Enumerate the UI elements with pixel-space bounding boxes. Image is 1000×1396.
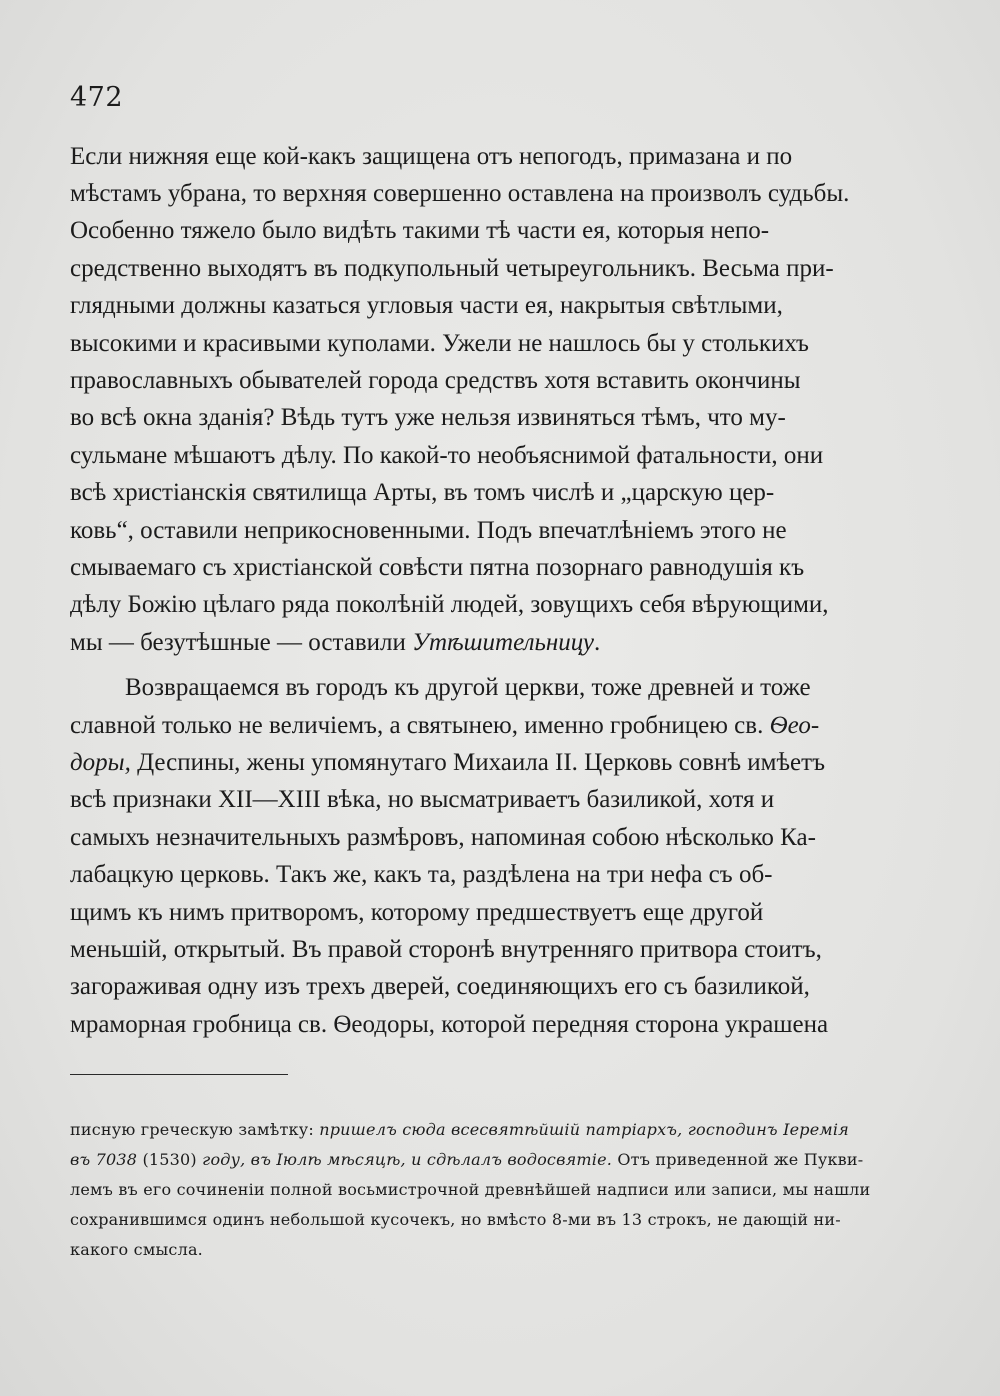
text-line: ковь“, оставили неприкосновенными. Подъ впечатлѣніемъ этого не: [70, 516, 787, 544]
footnote-line: [70, 1144, 922, 1174]
text-line: глядными должны казаться угловыя части ея, накрытыя свѣтлыми,: [70, 292, 783, 320]
italic-word: Ѳео-: [769, 711, 820, 739]
text-line: средственно выходятъ въ подкупольный четыреугольникъ. Весьма при-: [70, 254, 834, 282]
footnote: [70, 1114, 922, 1264]
text-segment: .: [594, 628, 601, 656]
text-line: во всѣ окна зданія? Вѣдь тутъ уже нельзя извиняться тѣмъ, что му-: [70, 404, 786, 432]
italic-segment: пришелъ сюда всесвятѣйшій патріархъ, господинъ Іеремія: [319, 1119, 849, 1139]
text-line: самыхъ незначительныхъ размѣровъ, напоминая собою нѣсколько Ка-: [70, 823, 816, 851]
text-segment: Деспины, жены упомянутаго Михаила II. Церковь совнѣ имѣетъ: [130, 748, 825, 776]
footnote-divider: [70, 1074, 288, 1075]
footnote-line: [70, 1114, 922, 1144]
footnote-line: какого смысла.: [70, 1239, 203, 1259]
main-text: [70, 138, 922, 1043]
text-line: мраморная гробница св. Ѳеодоры, которой передняя сторона украшена: [70, 1010, 829, 1038]
text-line: смываемаго съ христіанской совѣсти пятна позорнаго равнодушія къ: [70, 553, 805, 581]
text-line-last: [70, 624, 922, 661]
italic-segment: въ 7038: [70, 1149, 138, 1169]
text-line: щимъ къ нимъ притворомъ, которому предшествуетъ еще другой: [70, 898, 764, 926]
page-number: 472: [70, 82, 124, 113]
footnote-line: сохранившимся одинъ небольшой кусочекъ, но вмѣсто 8-ми въ 13 строкъ, не дающій ни-: [70, 1209, 841, 1229]
text-line: Если нижняя еще кой-какъ защищена отъ непогодъ, примазана и по: [70, 142, 793, 170]
italic-segment: году, въ Іюлѣ мѣсяцѣ, и сдѣлалъ водосвятіе.: [202, 1149, 613, 1169]
text-line: православныхъ обывателей города средствъ хотя вставить окончины: [70, 367, 801, 395]
text-line: меньшій, открытый. Въ правой сторонѣ внутренняго притвора стоитъ,: [70, 935, 822, 963]
text-segment: Отъ приведенной же Пукви-: [612, 1149, 864, 1169]
text-segment: славной только не величіемъ, а святынею, именно гробницею св.: [70, 711, 770, 739]
paragraph-2: [70, 669, 922, 1043]
text-line: Особенно тяжело было видѣть такими тѣ части ея, которыя непо-: [70, 217, 770, 245]
text-segment: (1530): [137, 1149, 203, 1169]
text-line: мѣстамъ убрана, то верхняя совершенно оставлена на произволъ судьбы.: [70, 180, 850, 208]
text-segment: писную греческую замѣтку:: [70, 1119, 320, 1139]
text-line: [70, 744, 922, 781]
text-line: всѣ признаки XII—XIII вѣка, но высматриваетъ базиликой, хотя и: [70, 786, 775, 814]
italic-word: доры,: [70, 748, 131, 776]
text-line: высокими и красивыми куполами. Ужели не нашлось бы у столькихъ: [70, 329, 809, 357]
text-line: лабацкую церковь. Такъ же, какъ та, раздѣлена на три нефа съ об-: [70, 861, 773, 889]
text-segment: мы — безутѣшные — оставили: [70, 628, 413, 656]
text-line-indented: Возвращаемся въ городъ къ другой церкви, тоже древней и тоже: [125, 674, 811, 702]
paragraph-1: [70, 138, 922, 661]
text-line: всѣ христіанскія святилища Арты, въ томъ числѣ и „царскую цер-: [70, 479, 775, 507]
text-line: [70, 707, 922, 744]
italic-word: Утѣшительницу: [412, 628, 595, 656]
text-line: загораживая одну изъ трехъ дверей, соединяющихъ его съ базиликой,: [70, 973, 810, 1001]
footnote-line: лемъ въ его сочиненіи полной восьмистрочной древнѣйшей надписи или записи, мы нашли: [70, 1179, 871, 1199]
text-line: сульмане мѣшаютъ дѣлу. По какой-то необъяснимой фатальности, они: [70, 441, 824, 469]
text-line: дѣлу Божію цѣлаго ряда поколѣній людей, зовущихъ себя вѣрующими,: [70, 591, 829, 619]
